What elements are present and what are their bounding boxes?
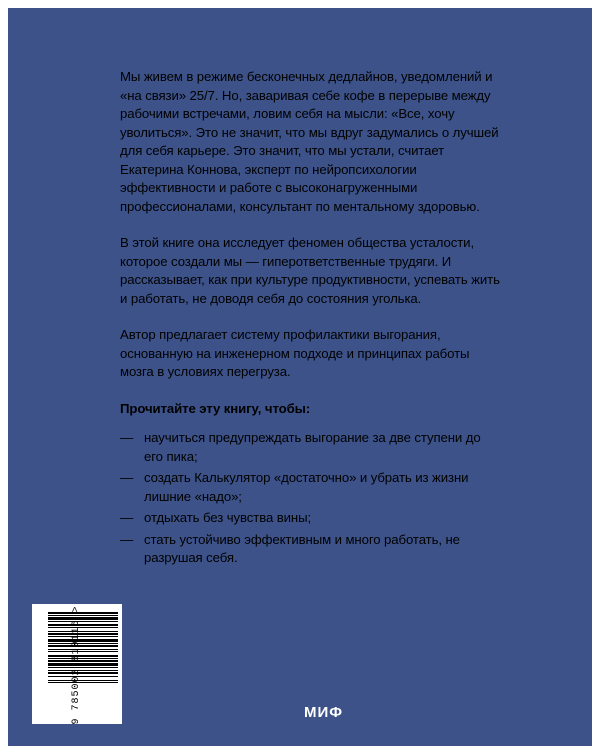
publisher-logo: МИФ (304, 704, 344, 721)
list-item-text: отдыхать без чувства вины; (144, 510, 312, 525)
barcode-bar (48, 676, 118, 677)
barcode-bar (48, 612, 118, 614)
barcode-bar (48, 672, 118, 674)
barcode-bar (48, 651, 118, 652)
benefits-list (120, 429, 500, 568)
list-item (120, 531, 500, 568)
barcode-bar (48, 663, 118, 666)
barcode-bar (48, 655, 118, 657)
list-item (120, 429, 500, 466)
list-item-text: создать Калькулятор «достаточно» и убрать из жизни лишние «надо»; (144, 470, 469, 504)
dash-marker: — (120, 470, 134, 485)
dash-marker: — (120, 531, 134, 547)
intro-paragraph-2: В этой книге она исследует феномен общества усталости, которое создали мы — гиперответственные трудяги. И рассказывает, как при культуре продуктивности, успевать жить и работать, не доводя себя до состояния уголька. (120, 235, 500, 306)
list-item-text: научиться предупреждать выгорание за две ступени до его пика; (144, 430, 481, 464)
barcode-bar (48, 667, 118, 668)
barcode-bar (48, 621, 118, 622)
barcode-bar (48, 636, 118, 637)
barcode-bar (48, 643, 118, 644)
dash-marker: — (120, 510, 134, 525)
barcode-bar (48, 682, 118, 683)
list-heading: Прочитайте эту книгу, чтобы: (120, 400, 311, 416)
isbn-barcode (32, 604, 122, 724)
barcode-bar (48, 633, 118, 635)
barcode-number: 9 785002 810116 > (71, 605, 82, 725)
barcode-bar (48, 617, 118, 620)
barcode-bar (48, 680, 118, 681)
list-item (120, 509, 500, 528)
barcode-bar (48, 670, 118, 671)
barcode-bars (48, 608, 118, 720)
barcode-bar (48, 627, 118, 628)
back-cover (8, 8, 592, 746)
barcode-bar (48, 624, 118, 626)
barcode-bar (48, 631, 118, 632)
list-item-text: стать устойчиво эффективным и много работать, не разрушая себя. (144, 531, 460, 565)
barcode-bar (48, 658, 118, 659)
barcode-bar (48, 649, 118, 650)
barcode-bar (48, 615, 118, 616)
barcode-bar (48, 639, 118, 642)
list-item (120, 469, 500, 506)
barcode-bar (48, 660, 118, 662)
annotation-text (120, 68, 500, 571)
intro-paragraph-1: Мы живем в режиме бесконечных дедлайнов, уведомлений и «на связи» 25/7. Но, заваривая себе кофе в перерыве между рабочими встречами, ловим себя на мысли: «Все, хочу уволиться». Это не значит, что мы вдруг задумались о лучшей для себя карьере. Это значит, что мы устали, считает Екатерина Коннова, эксперт по нейропсихологии эффективности и работе с высоконагруженными профессионалами, консультант по ментальному здоровью. (120, 69, 499, 214)
intro-paragraph-3: Автор предлагает систему профилактики выгорания, основанную на инженерном подходе и принципах работы мозга в условиях перегруза. (120, 327, 470, 379)
dash-marker: — (120, 430, 134, 445)
barcode-bar (48, 645, 118, 647)
